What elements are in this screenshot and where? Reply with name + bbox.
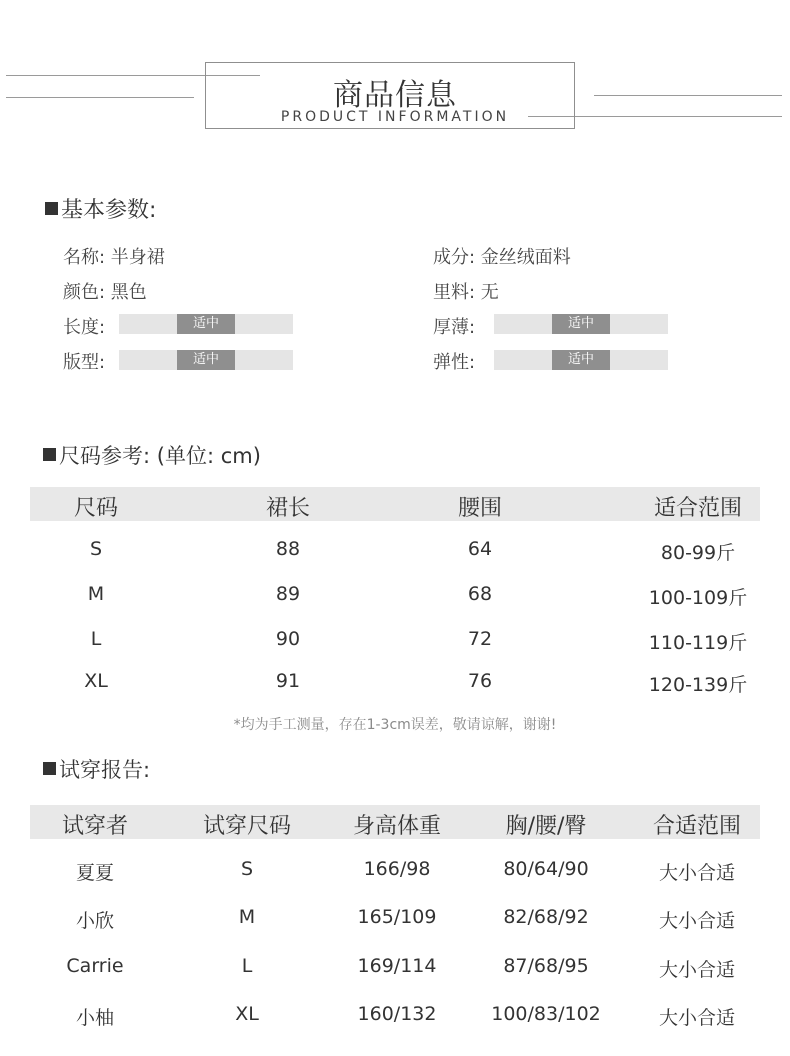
table-cell: M [238, 906, 256, 928]
table-cell: 72 [467, 628, 493, 650]
table-cell: 80-99斤 [660, 542, 736, 564]
size-table-header [30, 487, 760, 521]
page-title: 商品信息 [333, 78, 457, 113]
param-lining: 里料: 无 [433, 282, 499, 303]
param-thickness-label: 厚薄: [433, 317, 476, 338]
table-cell: S [240, 858, 254, 880]
table-cell: M [87, 583, 105, 605]
table-cell: L [241, 955, 253, 977]
thickness-scale [494, 314, 668, 334]
square-bullet-icon [43, 762, 56, 775]
table-cell: 166/98 [363, 858, 431, 880]
table-cell: XL [235, 1003, 259, 1025]
column-header: 尺码 [73, 496, 119, 521]
param-material: 成分: 金丝绒面料 [433, 247, 571, 268]
scale-marker: 适中 [177, 350, 235, 370]
param-name: 名称: 半身裙 [63, 247, 165, 268]
table-cell: 88 [275, 538, 301, 560]
fit-scale [119, 350, 293, 370]
table-cell: 64 [467, 538, 493, 560]
table-cell: L [90, 628, 102, 650]
table-cell: 82/68/92 [503, 906, 589, 928]
elasticity-scale [494, 350, 668, 370]
scale-marker: 适中 [177, 314, 235, 334]
table-cell: 大小合适 [658, 959, 736, 981]
param-elasticity-label: 弹性: [433, 352, 476, 373]
scale-marker: 适中 [552, 314, 610, 334]
table-cell: 91 [275, 670, 301, 692]
table-cell: 76 [467, 670, 493, 692]
square-bullet-icon [43, 448, 56, 461]
table-cell: 100-109斤 [648, 587, 748, 609]
param-length-label: 长度: [63, 317, 106, 338]
column-header: 试穿尺码 [202, 814, 292, 839]
table-cell: 120-139斤 [648, 674, 748, 696]
table-cell: 90 [275, 628, 301, 650]
table-cell: S [89, 538, 103, 560]
size-heading: 尺码参考: (单位: cm) [43, 440, 261, 470]
param-color: 颜色: 黑色 [63, 282, 147, 303]
table-cell: 大小合适 [658, 910, 736, 932]
param-fit-label: 版型: [63, 352, 106, 373]
length-scale [119, 314, 293, 334]
table-cell: 160/132 [357, 1003, 437, 1025]
table-cell: 87/68/95 [503, 955, 589, 977]
table-cell: Carrie [66, 955, 124, 977]
table-cell: 165/109 [357, 906, 437, 928]
column-header: 身高体重 [352, 814, 442, 839]
page-subtitle: PRODUCT INFORMATION [280, 109, 510, 125]
scale-marker: 适中 [552, 350, 610, 370]
column-header: 腰围 [457, 496, 503, 521]
table-cell: XL [84, 670, 108, 692]
table-cell: 80/64/90 [503, 858, 589, 880]
column-header: 合适范围 [652, 814, 742, 839]
trial-heading: 试穿报告: [43, 754, 150, 784]
table-cell: 夏夏 [75, 862, 115, 884]
column-header: 裙长 [265, 496, 311, 521]
table-cell: 大小合适 [658, 862, 736, 884]
column-header: 适合范围 [653, 496, 743, 521]
table-cell: 小柚 [75, 1007, 115, 1029]
basic-heading: 基本参数: [45, 193, 156, 224]
table-cell: 大小合适 [658, 1007, 736, 1029]
column-header: 胸/腰/臀 [505, 814, 587, 839]
column-header: 试穿者 [61, 814, 129, 839]
square-bullet-icon [45, 202, 58, 215]
table-cell: 169/114 [357, 955, 437, 977]
table-cell: 100/83/102 [491, 1003, 601, 1025]
table-cell: 68 [467, 583, 493, 605]
measurement-note: *均为手工测量，存在1-3cm误差，敬请谅解，谢谢! [233, 717, 557, 733]
table-cell: 89 [275, 583, 301, 605]
table-cell: 110-119斤 [648, 632, 748, 654]
table-cell: 小欣 [75, 910, 115, 932]
